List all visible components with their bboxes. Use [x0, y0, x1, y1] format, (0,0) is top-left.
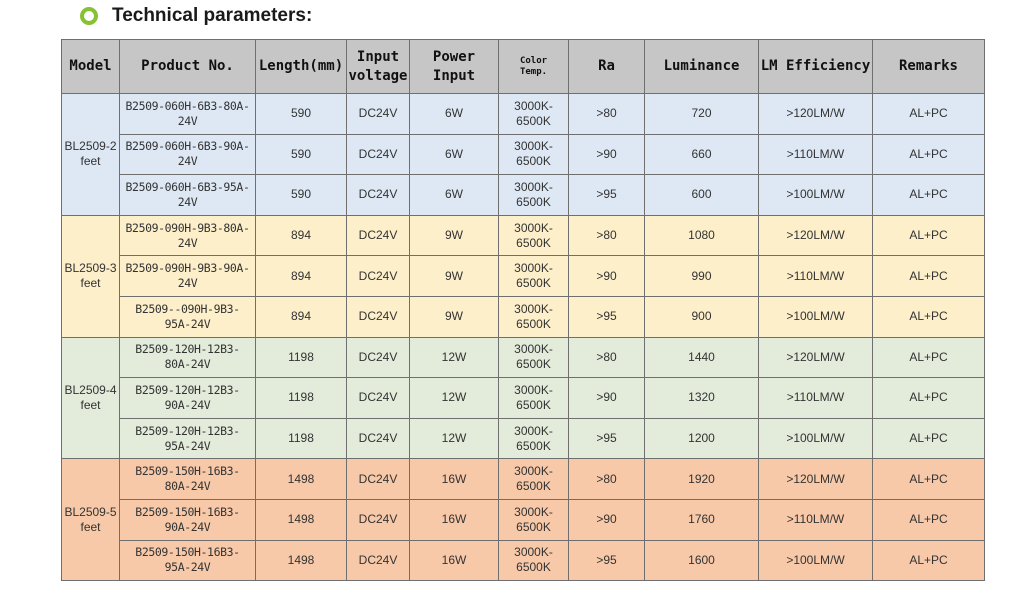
length-cell: 1498	[256, 540, 347, 581]
power-input-cell: 16W	[410, 459, 499, 500]
remarks-cell: AL+PC	[873, 215, 985, 256]
color-temp-cell	[499, 337, 569, 378]
color-temp-cell	[499, 418, 569, 459]
header-lm-efficiency	[759, 40, 873, 94]
section-header	[80, 4, 312, 28]
lm-efficiency-cell: >120LM/W	[759, 94, 873, 135]
table-row	[62, 296, 985, 337]
input-voltage-cell: DC24V	[347, 94, 410, 135]
table-row	[62, 256, 985, 297]
model-name-line2: feet	[80, 276, 101, 291]
color-temp-line2: 6500K	[516, 194, 551, 209]
ra-cell: >95	[569, 175, 645, 216]
color-temp-line1: 3000K-	[514, 179, 553, 194]
color-temp-line1: 3000K-	[514, 464, 553, 479]
luminance-cell: 600	[645, 175, 759, 216]
luminance-cell: 1600	[645, 540, 759, 581]
lm-efficiency-cell: >120LM/W	[759, 459, 873, 500]
input-voltage-cell: DC24V	[347, 378, 410, 419]
header-remarks	[873, 40, 985, 94]
luminance-cell: 1080	[645, 215, 759, 256]
lm-efficiency-cell: >100LM/W	[759, 175, 873, 216]
header-power-input-line1: Power	[432, 48, 476, 65]
table-body	[62, 94, 985, 581]
product-no-line2: 24V	[177, 235, 198, 250]
product-no-line1: B2509-150H-16B3-	[135, 504, 240, 519]
luminance-cell: 900	[645, 296, 759, 337]
lm-efficiency-cell: >110LM/W	[759, 378, 873, 419]
input-voltage-cell: DC24V	[347, 540, 410, 581]
product-no-line2: 80A-24V	[164, 479, 211, 494]
lm-efficiency-cell: >110LM/W	[759, 134, 873, 175]
lm-efficiency-cell: >100LM/W	[759, 296, 873, 337]
color-temp-cell	[499, 175, 569, 216]
length-cell: 1498	[256, 499, 347, 540]
length-cell: 894	[256, 215, 347, 256]
model-name-line1: BL2509-4	[64, 382, 117, 397]
product-no-line2: 95A-24V	[164, 560, 211, 575]
product-no-cell	[120, 256, 256, 297]
model-name-line2: feet	[80, 154, 101, 169]
color-temp-line2: 6500K	[516, 519, 551, 534]
length-cell: 1498	[256, 459, 347, 500]
header-row	[62, 40, 985, 94]
header-length-label: Length(mm)	[258, 58, 344, 74]
power-input-cell: 12W	[410, 378, 499, 419]
header-remarks-label: Remarks	[898, 58, 958, 74]
color-temp-cell	[499, 94, 569, 135]
color-temp-cell	[499, 215, 569, 256]
lm-efficiency-cell: >120LM/W	[759, 337, 873, 378]
ra-cell: >80	[569, 94, 645, 135]
header-input-voltage-line2: voltage	[348, 67, 408, 84]
product-no-cell	[120, 337, 256, 378]
table-row	[62, 378, 985, 419]
product-no-cell	[120, 134, 256, 175]
luminance-cell: 990	[645, 256, 759, 297]
technical-parameters-table	[61, 39, 985, 581]
product-no-cell	[120, 499, 256, 540]
model-cell	[62, 215, 120, 337]
color-temp-line2: 6500K	[516, 560, 551, 575]
remarks-cell: AL+PC	[873, 418, 985, 459]
product-no-cell	[120, 459, 256, 500]
product-no-line1: B2509-060H-6B3-90A-	[125, 139, 250, 154]
header-lm-efficiency-label: LM Efficiency	[760, 58, 871, 74]
luminance-cell: 1920	[645, 459, 759, 500]
length-cell: 1198	[256, 378, 347, 419]
color-temp-line2: 6500K	[516, 113, 551, 128]
color-temp-line1: 3000K-	[514, 342, 553, 357]
header-model	[62, 40, 120, 94]
remarks-cell: AL+PC	[873, 459, 985, 500]
model-name-line2: feet	[80, 519, 101, 534]
ra-cell: >90	[569, 378, 645, 419]
product-no-line1: B2509-060H-6B3-95A-	[125, 179, 250, 194]
input-voltage-cell: DC24V	[347, 215, 410, 256]
input-voltage-cell: DC24V	[347, 418, 410, 459]
luminance-cell: 720	[645, 94, 759, 135]
color-temp-line1: 3000K-	[514, 301, 553, 316]
product-no-cell	[120, 378, 256, 419]
product-no-line2: 24V	[177, 276, 198, 291]
header-luminance-label: Luminance	[663, 58, 740, 74]
length-cell: 590	[256, 134, 347, 175]
color-temp-line1: 3000K-	[514, 139, 553, 154]
table-row	[62, 499, 985, 540]
header-ra	[569, 40, 645, 94]
table-row	[62, 215, 985, 256]
luminance-cell: 1320	[645, 378, 759, 419]
product-no-line1: B2509--090H-9B3-	[135, 301, 240, 316]
header-product-no-label: Product No.	[141, 58, 234, 74]
header-input-voltage	[347, 40, 410, 94]
input-voltage-cell: DC24V	[347, 499, 410, 540]
header-product-no	[120, 40, 256, 94]
table-row	[62, 175, 985, 216]
product-no-line2: 24V	[177, 154, 198, 169]
color-temp-line2: 6500K	[516, 316, 551, 331]
power-input-cell: 9W	[410, 215, 499, 256]
power-input-cell: 16W	[410, 540, 499, 581]
product-no-cell	[120, 540, 256, 581]
lm-efficiency-cell: >110LM/W	[759, 256, 873, 297]
table-row	[62, 134, 985, 175]
table-header	[62, 40, 985, 94]
product-no-line1: B2509-120H-12B3-	[135, 423, 240, 438]
luminance-cell: 1760	[645, 499, 759, 540]
luminance-cell: 1440	[645, 337, 759, 378]
product-no-line2: 80A-24V	[164, 357, 211, 372]
model-cell	[62, 459, 120, 581]
luminance-cell: 660	[645, 134, 759, 175]
product-no-cell	[120, 296, 256, 337]
header-power-input	[410, 40, 499, 94]
table-row	[62, 94, 985, 135]
header-model-label: Model	[69, 58, 112, 74]
luminance-cell: 1200	[645, 418, 759, 459]
color-temp-line2: 6500K	[516, 154, 551, 169]
table-row	[62, 337, 985, 378]
table-row	[62, 418, 985, 459]
model-cell	[62, 94, 120, 216]
product-no-line2: 90A-24V	[164, 519, 211, 534]
power-input-cell: 6W	[410, 94, 499, 135]
input-voltage-cell: DC24V	[347, 337, 410, 378]
table-row	[62, 540, 985, 581]
circle-bullet-icon	[80, 7, 98, 25]
length-cell: 894	[256, 256, 347, 297]
header-length	[256, 40, 347, 94]
lm-efficiency-cell: >120LM/W	[759, 215, 873, 256]
remarks-cell: AL+PC	[873, 499, 985, 540]
power-input-cell: 9W	[410, 256, 499, 297]
model-cell	[62, 337, 120, 459]
color-temp-line1: 3000K-	[514, 98, 553, 113]
power-input-cell: 16W	[410, 499, 499, 540]
header-color-temp	[499, 40, 569, 94]
product-no-cell	[120, 175, 256, 216]
input-voltage-cell: DC24V	[347, 175, 410, 216]
ra-cell: >95	[569, 418, 645, 459]
remarks-cell: AL+PC	[873, 296, 985, 337]
ra-cell: >80	[569, 215, 645, 256]
length-cell: 894	[256, 296, 347, 337]
model-name-line1: BL2509-5	[64, 504, 117, 519]
color-temp-cell	[499, 540, 569, 581]
header-input-voltage-line1: Input	[356, 48, 400, 65]
color-temp-cell	[499, 459, 569, 500]
color-temp-line1: 3000K-	[514, 423, 553, 438]
header-ra-label: Ra	[598, 58, 615, 74]
color-temp-line1: 3000K-	[514, 261, 553, 276]
color-temp-line1: 3000K-	[514, 220, 553, 235]
remarks-cell: AL+PC	[873, 175, 985, 216]
length-cell: 590	[256, 175, 347, 216]
color-temp-line1: 3000K-	[514, 382, 553, 397]
input-voltage-cell: DC24V	[347, 296, 410, 337]
section-title: Technical parameters:	[112, 5, 313, 26]
color-temp-cell	[499, 296, 569, 337]
remarks-cell: AL+PC	[873, 378, 985, 419]
color-temp-cell	[499, 499, 569, 540]
model-name-line1: BL2509-2	[64, 139, 117, 154]
input-voltage-cell: DC24V	[347, 459, 410, 500]
table-row	[62, 459, 985, 500]
ra-cell: >90	[569, 134, 645, 175]
ra-cell: >90	[569, 499, 645, 540]
lm-efficiency-cell: >110LM/W	[759, 499, 873, 540]
color-temp-cell	[499, 134, 569, 175]
color-temp-line1: 3000K-	[514, 545, 553, 560]
color-temp-line2: 6500K	[516, 479, 551, 494]
product-no-line2: 95A-24V	[164, 316, 211, 331]
power-input-cell: 6W	[410, 134, 499, 175]
remarks-cell: AL+PC	[873, 337, 985, 378]
ra-cell: >95	[569, 296, 645, 337]
product-no-cell	[120, 94, 256, 135]
product-no-line1: B2509-120H-12B3-	[135, 382, 240, 397]
product-no-line2: 95A-24V	[164, 438, 211, 453]
product-no-line2: 90A-24V	[164, 397, 211, 412]
power-input-cell: 9W	[410, 296, 499, 337]
power-input-cell: 12W	[410, 418, 499, 459]
product-no-line1: B2509-120H-12B3-	[135, 342, 240, 357]
product-no-line1: B2509-150H-16B3-	[135, 464, 240, 479]
product-no-line1: B2509-090H-9B3-80A-	[125, 220, 250, 235]
product-no-line2: 24V	[177, 113, 198, 128]
header-power-input-line2: Input	[432, 67, 476, 84]
model-name-line1: BL2509-3	[64, 261, 117, 276]
power-input-cell: 12W	[410, 337, 499, 378]
product-no-line1: B2509-090H-9B3-90A-	[125, 261, 250, 276]
remarks-cell: AL+PC	[873, 134, 985, 175]
remarks-cell: AL+PC	[873, 540, 985, 581]
input-voltage-cell: DC24V	[347, 134, 410, 175]
header-color-temp-line2: Temp.	[519, 66, 548, 77]
ra-cell: >80	[569, 459, 645, 500]
lm-efficiency-cell: >100LM/W	[759, 540, 873, 581]
product-no-line1: B2509-150H-16B3-	[135, 545, 240, 560]
header-luminance	[645, 40, 759, 94]
color-temp-line2: 6500K	[516, 438, 551, 453]
length-cell: 1198	[256, 418, 347, 459]
product-no-cell	[120, 215, 256, 256]
length-cell: 1198	[256, 337, 347, 378]
product-no-line1: B2509-060H-6B3-80A-	[125, 98, 250, 113]
remarks-cell: AL+PC	[873, 256, 985, 297]
ra-cell: >80	[569, 337, 645, 378]
color-temp-line1: 3000K-	[514, 504, 553, 519]
ra-cell: >90	[569, 256, 645, 297]
color-temp-cell	[499, 256, 569, 297]
remarks-cell: AL+PC	[873, 94, 985, 135]
ra-cell: >95	[569, 540, 645, 581]
color-temp-cell	[499, 378, 569, 419]
model-name-line2: feet	[80, 397, 101, 412]
color-temp-line2: 6500K	[516, 397, 551, 412]
lm-efficiency-cell: >100LM/W	[759, 418, 873, 459]
product-no-cell	[120, 418, 256, 459]
header-color-temp-line1: Color	[519, 55, 548, 66]
power-input-cell: 6W	[410, 175, 499, 216]
input-voltage-cell: DC24V	[347, 256, 410, 297]
length-cell: 590	[256, 94, 347, 135]
color-temp-line2: 6500K	[516, 357, 551, 372]
color-temp-line2: 6500K	[516, 276, 551, 291]
color-temp-line2: 6500K	[516, 235, 551, 250]
product-no-line2: 24V	[177, 194, 198, 209]
